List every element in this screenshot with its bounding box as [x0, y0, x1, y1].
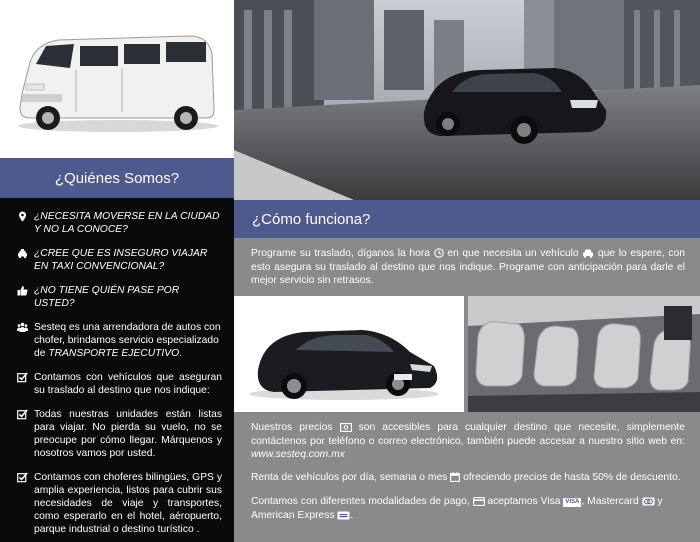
- money-icon: [340, 423, 352, 432]
- map-pin-icon: [17, 211, 28, 222]
- amex-icon: [337, 511, 350, 520]
- question-city: ¿NECESITA MOVERSE EN LA CIUDAD Y NO LA CONOCE?: [34, 211, 220, 235]
- prices-paragraph: Nuestros precios son accesibles para cualquier destino que necesite, simplemente contáctenos por teléfono o correo electrónico, también puede accesar a nuestro sitio web en: www.sesteq.com.mx: [251, 422, 685, 460]
- list-item: [17, 408, 222, 460]
- list-item: [17, 210, 222, 236]
- checkbox-icon: [17, 409, 28, 420]
- mastercard-icon: [642, 497, 655, 506]
- checkbox-icon: [17, 472, 28, 483]
- list-item: [17, 284, 222, 310]
- car-icon: [582, 248, 594, 258]
- thumbs-up-icon: [17, 285, 28, 296]
- checkbox-icon: [17, 372, 28, 383]
- list-item: [17, 371, 222, 397]
- units-ready-text: Todas nuestras unidades están listas para viajar. No pierda su vuelo, no se preocupe por cómo llegar. Márquenos y nosotros vamos por usted.: [34, 409, 222, 459]
- bilingual-drivers-text: Contamos con choferes bilingües, GPS y amplia experiencia, listos para cubrir sus necesidades de viaje y transportes, como esperarlo en el hotel, aéropuerto, parque industrial o destino turístico .: [34, 472, 222, 535]
- question-taxi: ¿CREE QUE ES INSEGURO VIAJAR EN TAXI CONVENCIONAL?: [34, 248, 208, 272]
- sedan-in-city-image: [234, 0, 700, 200]
- website-link[interactable]: www.sesteq.com.mx: [251, 449, 345, 460]
- van-interior-photo: [468, 296, 700, 412]
- left-feature-list: [17, 210, 222, 542]
- schedule-paragraph: Programe su traslado, díganos la hora en que necesita un vehículo que lo espere, con esto asegura su traslado al destino que nos indique. Programe con anticipación para darle el mejor servicio sin retrasos.: [251, 248, 685, 286]
- city-car-photo: [234, 0, 700, 200]
- rental-paragraph: Renta de vehículos por día, semana o mes ofreciendo precios de hasta 50% de descuento.: [251, 472, 681, 483]
- visa-icon: VISA: [565, 499, 580, 505]
- right-body: [234, 238, 700, 542]
- list-item: [17, 471, 222, 536]
- como-funciona-heading: ¿Cómo funciona?: [234, 200, 700, 238]
- van-photo: [0, 0, 234, 158]
- people-icon: [17, 322, 28, 333]
- left-column: [0, 0, 234, 542]
- white-van-image: [0, 0, 234, 158]
- question-pickup: ¿NO TIENE QUIÉN PASE POR USTED?: [34, 285, 180, 309]
- company-description: Sesteq es una arrendadora de autos con chofer, brindamos servicio especializado de TRANSPORTE EJECUTIVO.: [34, 322, 221, 359]
- black-sedan-image: [234, 296, 464, 412]
- black-sedan-photo: [234, 296, 464, 412]
- calendar-icon: [450, 472, 460, 482]
- list-item: [17, 247, 222, 273]
- credit-card-icon: [473, 497, 485, 506]
- list-item: [17, 321, 222, 360]
- payment-paragraph: Contamos con diferentes modalidades de pago, aceptamos Visa VISA , Mastercard y American Express .: [251, 496, 663, 521]
- quienes-somos-heading: ¿Quiénes Somos?: [0, 158, 234, 198]
- vehicles-text: Contamos con vehículos que aseguran su traslado al destino que nos indique:: [34, 372, 222, 396]
- executive-transport: TRANSPORTE EJECUTIVO: [48, 348, 180, 359]
- clock-icon: [434, 248, 444, 258]
- taxi-icon: [17, 248, 28, 259]
- van-interior-image: [468, 296, 700, 412]
